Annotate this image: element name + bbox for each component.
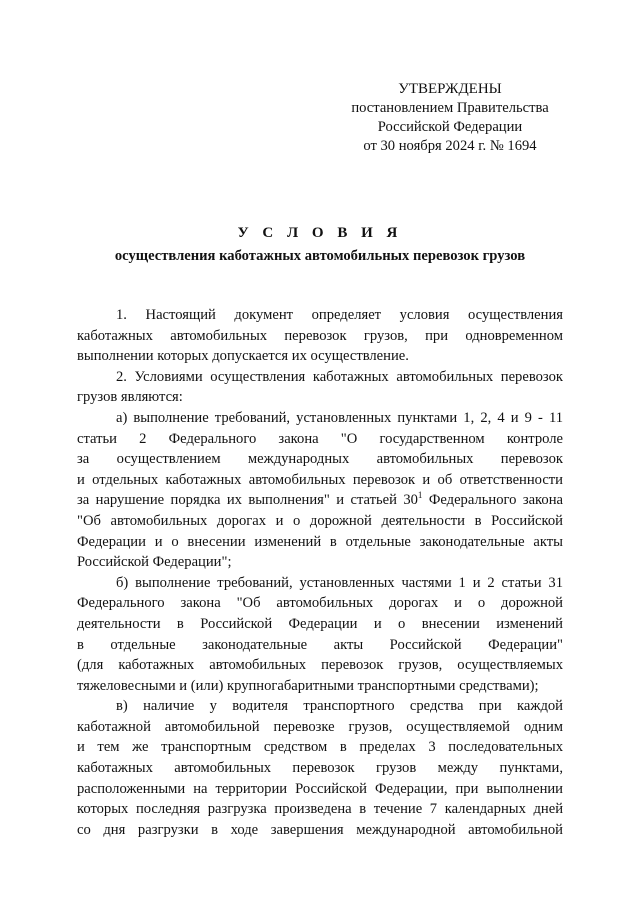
approval-stamp bbox=[330, 80, 570, 156]
text-line: расположенными на территории Российской Федерации, при выполнении bbox=[77, 780, 563, 797]
text-line-with-superscript bbox=[77, 490, 563, 511]
text-line: 1. Настоящий документ определяет условия осуществления bbox=[116, 307, 563, 323]
approval-line: Российской Федерации bbox=[377, 119, 523, 135]
text-line: а) выполнение требований, установленных пунктами 1, 2, 4 и 9 - 11 bbox=[116, 409, 563, 426]
text-line: тяжеловесными и (или) крупногабаритными транспортными средствами); bbox=[77, 677, 539, 694]
text-line: б) выполнение требований, установленных частями 1 и 2 статьи 31 bbox=[116, 574, 563, 591]
text-line: 2. Условиями осуществления каботажных автомобильных перевозок bbox=[116, 368, 563, 385]
text-line: Российской Федерации"; bbox=[77, 554, 232, 571]
text-line: и тем же транспортным средством в пределах 3 последовательных bbox=[77, 739, 563, 756]
text-line: в) наличие у водителя транспортного средства при каждой bbox=[116, 698, 563, 715]
text-line: которых последняя разгрузка произведена в течение 7 календарных дней bbox=[77, 801, 563, 818]
text-line: в отдельные законодательные акты Российской Федерации" bbox=[77, 636, 563, 653]
text-segment: за нарушение порядка их выполнения" и статьей 30 bbox=[77, 492, 418, 509]
approval-heading: УТВЕРЖДЕНЫ bbox=[398, 81, 502, 97]
document-title: У С Л О В И Я bbox=[237, 225, 403, 241]
text-line: деятельности в Российской Федерации и о внесении изменений bbox=[77, 615, 563, 632]
approval-date: от 30 ноября 2024 г. № 1694 bbox=[363, 138, 537, 154]
text-line: Федерации и о внесении изменений в отдельные законодательные акты bbox=[77, 533, 563, 550]
text-line: каботажных автомобильных перевозок грузов, при одновременном bbox=[77, 327, 563, 344]
document-subtitle: осуществления каботажных автомобильных перевозок грузов bbox=[114, 248, 526, 264]
approval-line: постановлением Правительства bbox=[351, 100, 549, 116]
text-line: выполнении которых допускается их осуществление. bbox=[77, 348, 409, 365]
text-line: (для каботажных автомобильных перевозок грузов, осуществляемых bbox=[77, 657, 563, 674]
text-line: каботажной автомобильной перевозке грузов, осуществляемой одним bbox=[77, 718, 563, 735]
text-line: за осуществлением международных автомобильных перевозок bbox=[77, 451, 563, 468]
text-line: со дня разгрузки в ходе завершения международной автомобильной bbox=[77, 821, 563, 838]
text-line: статьи 2 Федерального закона "О государственном контроле bbox=[77, 430, 563, 447]
text-line: и отдельных каботажных автомобильных перевозок и об ответственности bbox=[77, 471, 563, 488]
text-line: грузов являются: bbox=[77, 389, 183, 406]
document-body bbox=[77, 305, 563, 840]
text-segment: Федерального закона bbox=[422, 492, 563, 509]
text-line: "Об автомобильных дорогах и о дорожной деятельности в Российской bbox=[77, 512, 563, 529]
text-line: каботажных автомобильных перевозок грузов между пунктами, bbox=[77, 760, 563, 777]
text-line: Федерального закона "Об автомобильных дорогах и о дорожной bbox=[77, 595, 563, 612]
superscript: 1 bbox=[417, 490, 423, 501]
